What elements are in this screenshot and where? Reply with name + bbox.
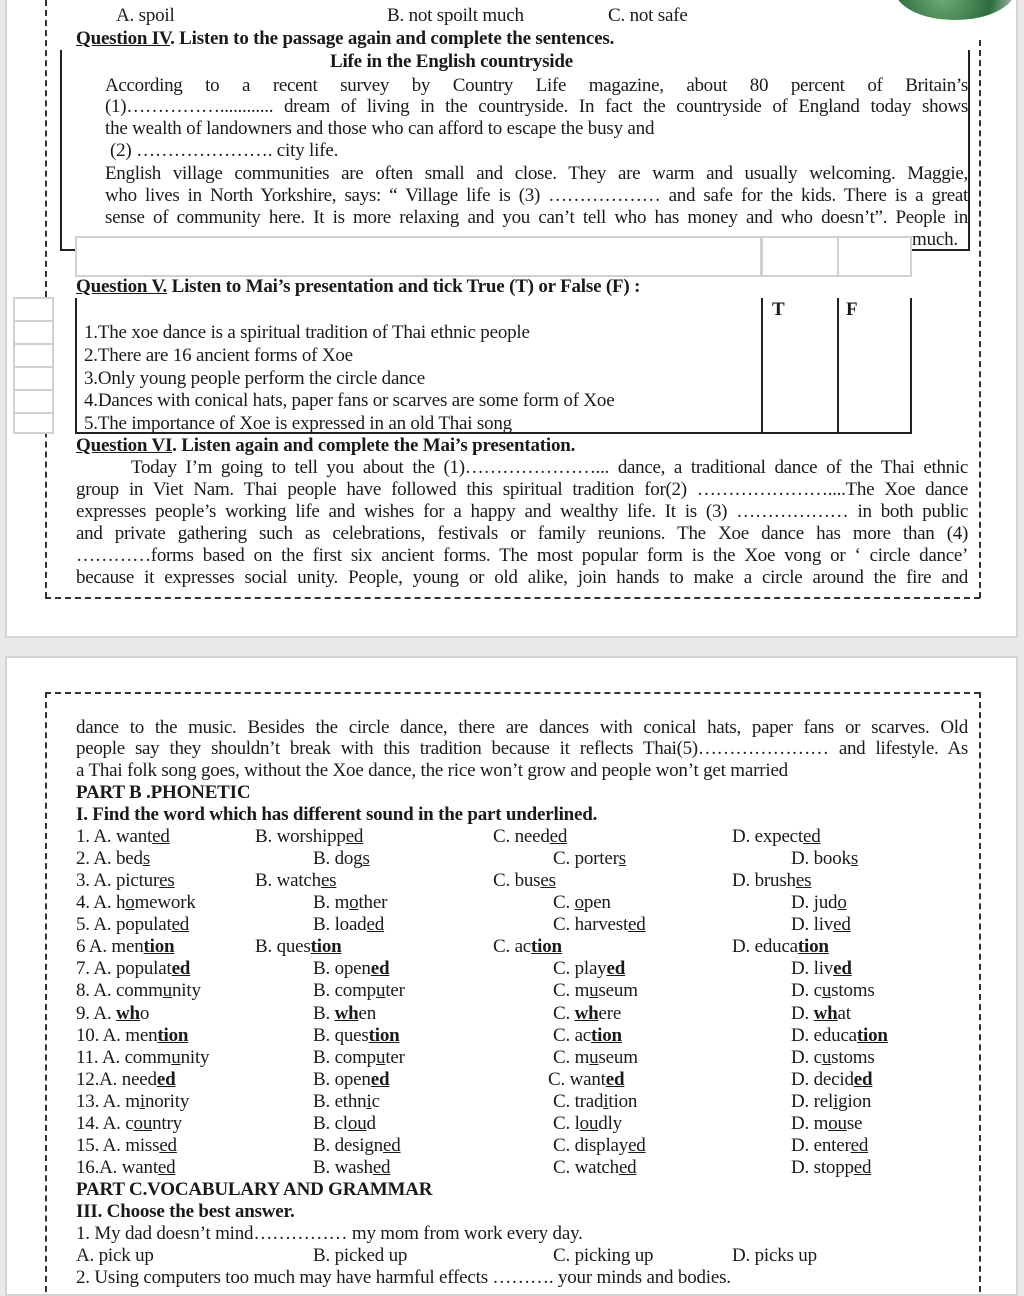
underlined-part: i: [603, 1090, 609, 1112]
q5-heading: [76, 276, 640, 298]
word-part: D. decid: [791, 1068, 854, 1090]
underlined-part: ed: [370, 958, 390, 980]
word-part: ere: [598, 1002, 622, 1024]
word-part: D. stopp: [791, 1157, 854, 1179]
underlined-part: s: [618, 848, 626, 870]
word-part: tion: [608, 1090, 638, 1112]
word-part: D. c: [791, 980, 822, 1002]
word-part: nority: [144, 1090, 190, 1112]
underlined-part: ed: [152, 826, 170, 847]
word-part: D. jud: [791, 892, 838, 914]
border-top: [45, 692, 980, 694]
q4-heading: [76, 28, 614, 50]
passage-line: (1)……………............ dream of living in the countryside. In fact the countryside of England today shows: [105, 96, 968, 117]
underlined-part: tion: [157, 1024, 189, 1046]
q6-label: Question VI: [76, 435, 173, 456]
word-part: B. watch: [255, 870, 321, 892]
word-part: 5. A. populat: [76, 914, 172, 936]
phonetic-option: [313, 1157, 390, 1179]
underlined-part: ed: [833, 914, 851, 936]
phonetic-option: [76, 1091, 189, 1113]
passage-line: English village communities are often small and close. They are warm and usually welcoming. Maggie,: [105, 163, 968, 184]
word-part: stoms: [831, 1046, 875, 1068]
underlined-part: u: [376, 1046, 386, 1068]
underlined-part: wh: [334, 1002, 359, 1024]
word-part: B. cl: [313, 1112, 348, 1134]
underlined-part: ed: [370, 1068, 390, 1090]
phonetic-option: [255, 936, 341, 958]
underlined-part: ed: [605, 1068, 625, 1090]
word-part: D. educa: [732, 936, 798, 958]
q4-label: Question IV: [76, 28, 171, 49]
word-part: B. design: [313, 1134, 383, 1156]
passage-line: According to a recent survey by Country Life magazine, about 80 percent of Britain’s: [105, 75, 968, 96]
word-part: gion: [838, 1090, 872, 1112]
word-part: nity: [171, 980, 201, 1002]
border-right: [979, 40, 981, 598]
underlined-part: ed: [853, 1157, 872, 1179]
word-part: B. ques: [255, 936, 311, 958]
word-part: 10. A. men: [76, 1024, 158, 1046]
underlined-part: u: [171, 1046, 181, 1068]
phonetic-option: [76, 958, 190, 980]
word-part: C. play: [553, 958, 607, 980]
underlined-part: u: [821, 980, 832, 1002]
word-part: 3. A. pictur: [76, 870, 160, 892]
tf-statement: 1.The xoe dance is a spiritual tradition of Thai ethnic people: [84, 322, 530, 343]
word-part: B. ethn: [313, 1090, 367, 1112]
phonetic-option: [553, 892, 611, 914]
underlined-part: i: [366, 1090, 372, 1112]
underlined-part: ed: [382, 1134, 401, 1156]
word-part: pen: [583, 892, 611, 914]
phonetic-option: [313, 1135, 401, 1157]
phonetic-option: [255, 826, 363, 848]
presentation-line: expresses people’s working life and wishes for a happy and wealthy life. It is (3) ……………… in both public: [76, 501, 968, 522]
prev-option-b: B. not spoilt much: [387, 5, 524, 26]
word-part: D. liv: [791, 914, 834, 936]
q5-label: Question V.: [76, 276, 168, 297]
word-part: C. harvest: [553, 914, 629, 936]
underlined-part: es: [795, 870, 812, 892]
phonetic-option: [76, 848, 150, 870]
side-box-divider: [13, 366, 54, 368]
q1-option-c: C. picking up: [553, 1245, 654, 1266]
phonetic-option: [313, 914, 384, 936]
tf-table-divider: [761, 298, 763, 434]
presentation-line: and private gathering such as celebrations, festivals or family reunions. The Xoe dance has more than (4): [76, 523, 968, 544]
q6-instruction: . Listen again and complete the Mai’s presentation.: [172, 435, 576, 456]
q1-option-d: D. picks up: [732, 1245, 817, 1266]
phonetic-option: [553, 1003, 621, 1025]
word-part: 2. A. bed: [76, 848, 143, 870]
phonetic-option: [791, 1025, 888, 1047]
underlined-part: ed: [833, 958, 852, 980]
underlined-part: tion: [310, 936, 342, 958]
word-part: D. rel: [791, 1090, 834, 1112]
phonetic-option: [493, 870, 556, 892]
side-box-divider: [13, 412, 54, 414]
word-part: D. c: [791, 1046, 822, 1068]
phonetic-option: [553, 914, 646, 936]
phonetic-option: [553, 958, 625, 980]
border-left: [45, 692, 47, 1292]
word-part: 15. A. miss: [76, 1134, 160, 1156]
underlined-part: ou: [133, 1112, 153, 1134]
phonetic-option: [791, 892, 847, 914]
word-part: 14. A. c: [76, 1112, 134, 1134]
phonetic-option: [313, 848, 370, 870]
word-part: C. porter: [553, 848, 619, 870]
underlined-part: ed: [803, 826, 821, 847]
underlined-part: es: [320, 870, 337, 892]
phonetic-option: [76, 1113, 182, 1135]
word-part: d: [366, 1112, 376, 1134]
q6-heading: [76, 435, 575, 457]
passage-box-left: [60, 50, 62, 250]
tf-col-true: T: [772, 299, 785, 320]
tf-statement: 3.Only young people perform the circle dance: [84, 367, 425, 389]
underlined-part: u: [821, 1046, 832, 1068]
word-part: nity: [180, 1046, 210, 1068]
phonetic-option: [548, 1069, 624, 1091]
underlined-part: i: [139, 1090, 145, 1112]
prev-option-c: C. not safe: [608, 5, 688, 26]
word-part: 11. A. comm: [76, 1046, 172, 1068]
part-b-heading: PART B .PHONETIC: [76, 782, 251, 803]
tf-statement: 5.The importance of Xoe is expressed in an old Thai song: [84, 413, 512, 435]
underlined-part: u: [589, 980, 599, 1002]
underlined-part: o: [574, 892, 584, 914]
word-part: ter: [385, 980, 405, 1002]
word-part: C.: [553, 1002, 575, 1024]
word-part: B. m: [313, 892, 350, 914]
underlined-part: ed: [628, 1134, 646, 1156]
passage-line-end: much.: [912, 229, 958, 250]
word-part: B. comp: [313, 1046, 376, 1068]
phonetic-option: [76, 980, 201, 1002]
phonetic-instruction: I. Find the word which has different sound in the part underlined.: [76, 804, 598, 825]
underlined-part: ed: [850, 1134, 869, 1156]
word-part: B. wash: [313, 1157, 373, 1179]
underlined-part: u: [589, 1046, 599, 1068]
word-part: dly: [598, 1112, 622, 1134]
phonetic-option: [313, 1091, 380, 1113]
underlined-part: ed: [345, 826, 364, 847]
word-part: seum: [598, 1046, 638, 1068]
underlined-part: tion: [856, 1024, 888, 1046]
phonetic-option: [313, 1113, 376, 1135]
word-part: D. liv: [791, 958, 834, 980]
side-box-divider: [13, 343, 54, 345]
underlined-part: ou: [828, 1112, 847, 1134]
phonetic-option: [791, 980, 875, 1002]
word-part: B. open: [313, 958, 371, 980]
underlined-part: wh: [574, 1002, 599, 1024]
word-part: at: [837, 1002, 851, 1024]
word-part: B. load: [313, 914, 367, 936]
phonetic-option: [553, 1113, 622, 1135]
word-part: D. m: [791, 1112, 829, 1134]
overlay-box: [75, 236, 762, 277]
underlined-part: es: [540, 870, 556, 892]
underlined-part: ou: [347, 1112, 367, 1134]
word-part: mework: [134, 892, 196, 914]
word-part: 8. A. comm: [76, 980, 163, 1002]
phonetic-option: [313, 958, 389, 980]
underlined-part: u: [162, 980, 172, 1002]
tf-col-false: F: [846, 299, 858, 320]
word-part: C. display: [553, 1134, 629, 1156]
presentation-line: people say they shouldn’t break with this tradition because it reflects Thai(5)………………… and lifestyle. As: [76, 738, 968, 759]
phonetic-option: [791, 1113, 862, 1135]
underlined-part: ed: [549, 826, 568, 847]
question-1: 1. My dad doesn’t mind…………… my mom from work every day.: [76, 1223, 583, 1244]
word-part: D. book: [791, 848, 851, 870]
word-part: ter: [385, 1046, 405, 1068]
underlined-part: ed: [853, 1068, 873, 1090]
part-c-heading: PART C.VOCABULARY AND GRAMMAR: [76, 1179, 433, 1200]
phonetic-option: [553, 1135, 646, 1157]
word-part: D. enter: [791, 1134, 851, 1156]
phonetic-option: [493, 936, 562, 958]
word-part: C. m: [553, 1046, 590, 1068]
word-part: C. ac: [493, 936, 532, 958]
phonetic-option: [553, 848, 626, 870]
word-part: 7. A. populat: [76, 958, 172, 980]
presentation-line: …………forms based on the first six ancient forms. The most popular form is the Xoe vong or ‘ circle dance’: [76, 545, 968, 566]
phonetic-option: [76, 826, 170, 848]
phonetic-option: [553, 1025, 622, 1047]
underlined-part: s: [142, 848, 151, 870]
passage-box-right: [968, 50, 970, 250]
underlined-part: ed: [171, 958, 191, 980]
phonetic-option: [553, 1157, 637, 1179]
phonetic-option: [76, 1135, 177, 1157]
word-part: C. ac: [553, 1024, 592, 1046]
word-part: D. expect: [732, 826, 803, 847]
underlined-part: ed: [372, 1157, 391, 1179]
word-part: c: [371, 1090, 380, 1112]
tf-table-right: [910, 298, 912, 434]
phonetic-option: [76, 1025, 188, 1047]
word-part: stoms: [831, 980, 875, 1002]
phonetic-option: [313, 1047, 405, 1069]
side-box-divider: [13, 320, 54, 322]
passage-line: sense of community here. It is more relaxing and you can’t tell who has money and who doesn’t”. People in: [105, 207, 968, 228]
word-part: B. dog: [313, 848, 363, 870]
word-part: D.: [791, 1002, 814, 1024]
underlined-part: tion: [797, 936, 829, 958]
tf-statement: 2.There are 16 ancient forms of Xoe: [84, 344, 353, 366]
underlined-part: s: [362, 848, 370, 870]
word-part: 4. A. h: [76, 892, 126, 914]
phonetic-option: [313, 1025, 399, 1047]
question-2: 2. Using computers too much may have harmful effects ………. your minds and bodies.: [76, 1267, 731, 1288]
phonetic-option: [76, 892, 196, 914]
underlined-part: o: [349, 892, 359, 914]
word-part: C. want: [548, 1068, 606, 1090]
word-part: 1. A. want: [76, 826, 153, 847]
passage-line: the wealth of landowners and those who can afford to escape the busy and: [105, 118, 655, 139]
phonetic-option: [791, 914, 851, 936]
phonetic-option: [76, 914, 189, 936]
border-bottom: [45, 597, 980, 599]
q1-option-a: A. pick up: [76, 1245, 154, 1266]
phonetic-option: [76, 1157, 175, 1179]
word-part: C. m: [553, 980, 590, 1002]
underlined-part: u: [376, 980, 386, 1002]
underlined-part: o: [837, 892, 847, 914]
presentation-line: group in Viet Nam. Thai people have followed this spiritual tradition for(2) …………………....The Xoe dance: [76, 479, 968, 500]
word-part: 9. A.: [76, 1002, 116, 1024]
word-part: B. ques: [313, 1024, 369, 1046]
word-part: B.: [313, 1002, 335, 1024]
phonetic-option: [732, 936, 829, 958]
word-part: 6 A. men: [76, 936, 144, 958]
presentation-line: dance to the music. Besides the circle dance, there are dances with conical hats, paper fans or scarves. Old: [76, 717, 968, 738]
phonetic-option: [76, 870, 175, 892]
tf-table-divider: [837, 298, 839, 434]
phonetic-option: [791, 1069, 872, 1091]
section-iii-heading: III. Choose the best answer.: [76, 1201, 295, 1222]
phonetic-option: [553, 1047, 638, 1069]
phonetic-option: [791, 1135, 868, 1157]
word-part: C. l: [553, 1112, 580, 1134]
underlined-part: ou: [579, 1112, 599, 1134]
word-part: B. comp: [313, 980, 376, 1002]
word-part: ntry: [152, 1112, 182, 1134]
underlined-part: ed: [606, 958, 626, 980]
passage-line: who lives in North Yorkshire, says: “ Village life is (3) ……………… and safe for the kids. There is a great: [105, 185, 968, 206]
word-part: 13. A. m: [76, 1090, 140, 1112]
underlined-part: ed: [366, 914, 385, 936]
phonetic-option: [732, 826, 821, 848]
word-part: seum: [598, 980, 638, 1002]
phonetic-option: [553, 1091, 637, 1113]
underlined-part: ed: [159, 1134, 177, 1156]
underlined-part: ed: [628, 914, 646, 936]
overlay-box: [761, 236, 839, 277]
overlay-box: [837, 236, 912, 277]
underlined-part: ed: [171, 914, 190, 936]
q5-instruction: Listen to Mai’s presentation and tick True (T) or False (F) :: [167, 276, 641, 297]
phonetic-option: [791, 1157, 871, 1179]
phonetic-option: [732, 870, 811, 892]
underlined-part: ed: [156, 1068, 176, 1090]
underlined-part: tion: [531, 936, 562, 958]
phonetic-option: [553, 980, 638, 1002]
tf-statement: 4.Dances with conical hats, paper fans or scarves are some form of Xoe: [84, 390, 615, 412]
phonetic-option: [255, 870, 336, 892]
side-box-divider: [13, 389, 54, 391]
underlined-part: es: [159, 870, 175, 892]
phonetic-option: [313, 1069, 389, 1091]
underlined-part: tion: [591, 1024, 622, 1046]
phonetic-option: [76, 936, 174, 958]
underlined-part: wh: [813, 1002, 838, 1024]
underlined-part: o: [125, 892, 135, 914]
word-part: 12.A. need: [76, 1068, 157, 1090]
word-part: C.: [553, 892, 575, 914]
phonetic-option: [76, 1003, 149, 1025]
presentation-line: Today I’m going to tell you about the (1)…………………... dance, a traditional dance of the Thai ethnic: [131, 457, 968, 478]
presentation-line: because it expresses social unity. People, young or old alike, join hands to make a circle around the fire and: [76, 567, 968, 588]
word-part: C. trad: [553, 1090, 604, 1112]
phonetic-option: [791, 958, 852, 980]
phonetic-option: [313, 892, 387, 914]
underlined-part: tion: [368, 1024, 400, 1046]
underlined-part: wh: [115, 1002, 140, 1024]
underlined-part: ed: [157, 1157, 176, 1179]
word-part: 16.A. want: [76, 1157, 158, 1179]
phonetic-option: [791, 848, 858, 870]
phonetic-option: [791, 1003, 851, 1025]
presentation-line: a Thai folk song goes, without the Xoe dance, the rice won’t grow and people won’t get married: [76, 760, 788, 781]
phonetic-option: [791, 1047, 875, 1069]
underlined-part: s: [850, 848, 859, 870]
word-part: C. bus: [493, 870, 541, 892]
underlined-part: i: [833, 1090, 839, 1112]
passage-title: Life in the English countryside: [330, 51, 573, 72]
phonetic-option: [313, 980, 405, 1002]
prev-option-a: A. spoil: [116, 5, 175, 26]
underlined-part: ed: [618, 1157, 637, 1179]
word-part: B. open: [313, 1068, 371, 1090]
phonetic-option: [76, 1069, 175, 1091]
word-part: D. educa: [791, 1024, 857, 1046]
word-part: en: [358, 1002, 377, 1024]
q1-option-b: B. picked up: [313, 1245, 408, 1266]
word-part: C. watch: [553, 1157, 619, 1179]
phonetic-option: [76, 1047, 209, 1069]
border-right: [979, 692, 981, 1292]
word-part: D. brush: [732, 870, 796, 892]
word-part: B. worshipp: [255, 826, 346, 847]
word-part: se: [846, 1112, 863, 1134]
word-part: ther: [358, 892, 388, 914]
word-part: C. need: [493, 826, 550, 847]
passage-line: (2) …………………. city life.: [110, 140, 339, 161]
word-part: o: [139, 1002, 150, 1024]
phonetic-option: [313, 1003, 376, 1025]
phonetic-option: [791, 1091, 871, 1113]
q4-instruction: . Listen to the passage again and complete the sentences.: [170, 28, 615, 49]
phonetic-option: [493, 826, 567, 848]
underlined-part: tion: [143, 936, 175, 958]
tf-table-left: [75, 298, 77, 434]
